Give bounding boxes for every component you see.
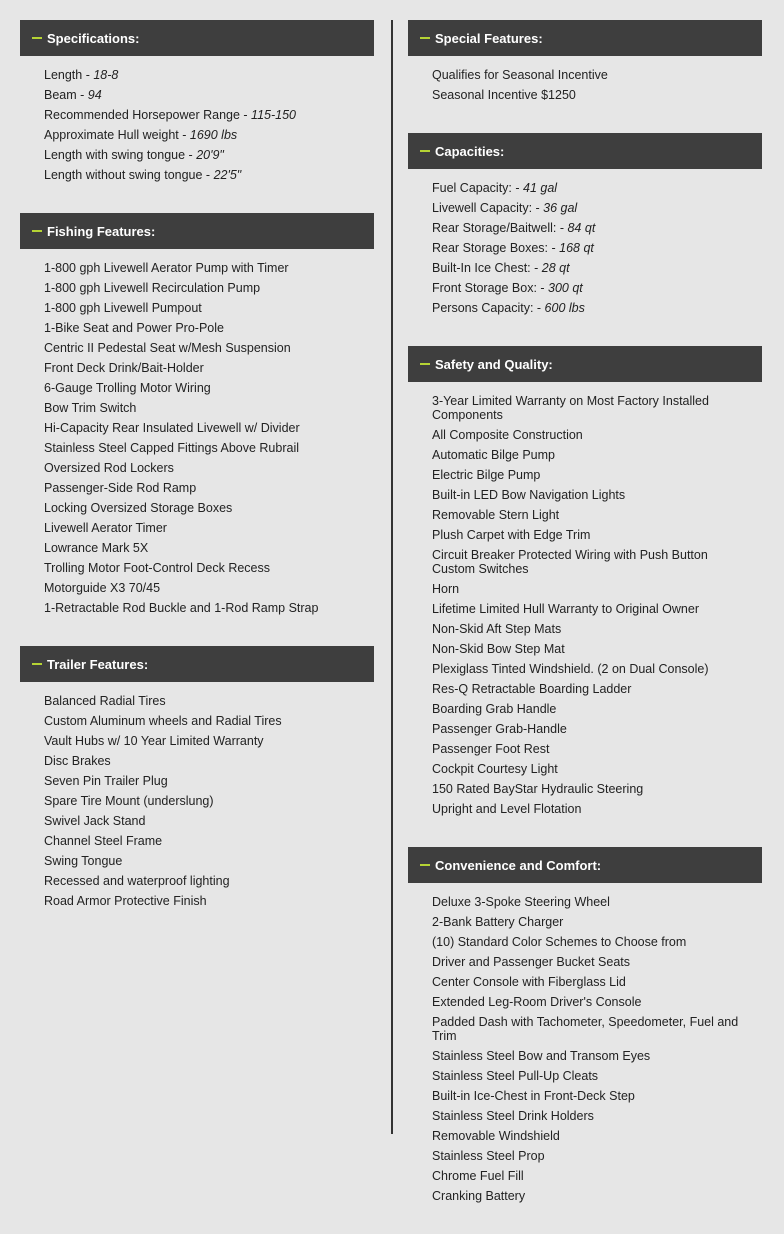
item-label: Chrome Fuel Fill xyxy=(432,1169,524,1183)
list-item xyxy=(432,1106,742,1126)
list-item xyxy=(44,105,354,125)
item-label: Oversized Rod Lockers xyxy=(44,461,174,475)
item-label: Recommended Horsepower Range - xyxy=(44,108,252,122)
item-label: Rear Storage Boxes: - xyxy=(432,241,560,255)
item-label: Stainless Steel Drink Holders xyxy=(432,1109,594,1123)
item-label: Front Deck Drink/Bait-Holder xyxy=(44,361,204,375)
item-label: Rear Storage/Baitwell: - xyxy=(432,221,568,235)
section-capacities xyxy=(408,133,762,318)
item-label: Removable Windshield xyxy=(432,1129,560,1143)
item-value: 600 lbs xyxy=(544,301,585,315)
item-label: Automatic Bilge Pump xyxy=(432,448,555,462)
list-item xyxy=(44,378,354,398)
list-item xyxy=(432,525,742,545)
list-item xyxy=(44,498,354,518)
list-item xyxy=(432,1012,742,1046)
left-column xyxy=(20,20,374,939)
list-item xyxy=(44,418,354,438)
item-label: Passenger Foot Rest xyxy=(432,742,550,756)
list-item xyxy=(44,771,354,791)
list-item xyxy=(44,831,354,851)
item-label: 2-Bank Battery Charger xyxy=(432,915,564,929)
list-item xyxy=(44,165,354,185)
list-item xyxy=(432,238,742,258)
item-label: Length with swing tongue - xyxy=(44,148,197,162)
list-item xyxy=(432,619,742,639)
section-header xyxy=(20,20,374,56)
list-item xyxy=(432,545,742,579)
feature-list xyxy=(408,382,762,819)
list-item xyxy=(432,699,742,719)
item-label: Stainless Steel Bow and Transom Eyes xyxy=(432,1049,651,1063)
item-label: Balanced Radial Tires xyxy=(44,694,166,708)
item-label: Built-In Ice Chest: - xyxy=(432,261,542,275)
list-item xyxy=(432,178,742,198)
item-label: Fuel Capacity: - xyxy=(432,181,524,195)
list-item xyxy=(432,1126,742,1146)
right-column xyxy=(408,20,762,1234)
section-header xyxy=(408,20,762,56)
dash-icon xyxy=(32,230,42,232)
list-item xyxy=(44,891,354,911)
item-label: Front Storage Box: - xyxy=(432,281,549,295)
list-item xyxy=(432,85,742,105)
list-item xyxy=(44,751,354,771)
section-special-features xyxy=(408,20,762,105)
item-value: 36 gal xyxy=(543,201,578,215)
dash-icon xyxy=(420,37,430,39)
feature-list xyxy=(20,682,374,911)
list-item xyxy=(44,318,354,338)
item-label: Approximate Hull weight - xyxy=(44,128,190,142)
list-item xyxy=(44,85,354,105)
item-label: 150 Rated BayStar Hydraulic Steering xyxy=(432,782,644,796)
list-item xyxy=(44,398,354,418)
item-label: 1-Retractable Rod Buckle and 1-Rod Ramp Strap xyxy=(44,601,319,615)
dash-icon xyxy=(32,663,42,665)
item-label: (10) Standard Color Schemes to Choose from xyxy=(432,935,687,949)
list-item xyxy=(44,851,354,871)
section-title: Convenience and Comfort: xyxy=(435,857,602,873)
list-item xyxy=(432,739,742,759)
item-label: Extended Leg-Room Driver's Console xyxy=(432,995,642,1009)
list-item xyxy=(44,731,354,751)
list-item xyxy=(44,298,354,318)
item-label: Disc Brakes xyxy=(44,754,111,768)
list-item xyxy=(432,932,742,952)
item-label: Trolling Motor Foot-Control Deck Recess xyxy=(44,561,270,575)
item-label: Electric Bilge Pump xyxy=(432,468,541,482)
item-label: Built-in Ice-Chest in Front-Deck Step xyxy=(432,1089,635,1103)
item-label: Length without swing tongue - xyxy=(44,168,214,182)
item-value: 115-150 xyxy=(251,108,296,122)
section-fishing-features xyxy=(20,213,374,618)
list-item xyxy=(432,445,742,465)
list-item xyxy=(44,258,354,278)
section-title: Safety and Quality: xyxy=(435,356,553,372)
item-value: 18-8 xyxy=(93,68,119,82)
item-label: Bow Trim Switch xyxy=(44,401,137,415)
list-item xyxy=(432,779,742,799)
list-item xyxy=(432,599,742,619)
item-label: Vault Hubs w/ 10 Year Limited Warranty xyxy=(44,734,264,748)
item-label: 1-800 gph Livewell Recirculation Pump xyxy=(44,281,261,295)
dash-icon xyxy=(420,363,430,365)
item-label: Upright and Level Flotation xyxy=(432,802,582,816)
item-label: Lifetime Limited Hull Warranty to Original Owner xyxy=(432,602,699,616)
section-header xyxy=(408,346,762,382)
list-item xyxy=(432,505,742,525)
list-item xyxy=(432,639,742,659)
dash-icon xyxy=(32,37,42,39)
item-label: Seasonal Incentive $1250 xyxy=(432,88,576,102)
item-label: Stainless Steel Capped Fittings Above Rubrail xyxy=(44,441,300,455)
list-item xyxy=(44,518,354,538)
item-value: 20'9" xyxy=(196,148,224,162)
list-item xyxy=(432,579,742,599)
list-item xyxy=(432,278,742,298)
section-safety-and-quality xyxy=(408,346,762,819)
list-item xyxy=(44,125,354,145)
item-label: Road Armor Protective Finish xyxy=(44,894,207,908)
item-label: Res-Q Retractable Boarding Ladder xyxy=(432,682,632,696)
section-title: Capacities: xyxy=(435,143,505,159)
item-label: Custom Aluminum wheels and Radial Tires xyxy=(44,714,282,728)
feature-list xyxy=(408,883,762,1206)
dash-icon xyxy=(420,864,430,866)
list-item xyxy=(44,711,354,731)
item-label: Livewell Capacity: - xyxy=(432,201,544,215)
item-label: Stainless Steel Prop xyxy=(432,1149,545,1163)
list-item xyxy=(44,558,354,578)
item-label: Horn xyxy=(432,582,460,596)
list-item xyxy=(44,598,354,618)
item-value: 300 qt xyxy=(548,281,583,295)
item-label: Non-Skid Bow Step Mat xyxy=(432,642,565,656)
list-item xyxy=(432,218,742,238)
item-label: Boarding Grab Handle xyxy=(432,702,557,716)
dash-icon xyxy=(420,150,430,152)
item-value: 84 qt xyxy=(567,221,596,235)
item-label: Plush Carpet with Edge Trim xyxy=(432,528,591,542)
item-label: Spare Tire Mount (underslung) xyxy=(44,794,214,808)
item-label: Lowrance Mark 5X xyxy=(44,541,149,555)
item-label: Livewell Aerator Timer xyxy=(44,521,167,535)
list-item xyxy=(44,578,354,598)
item-label: Removable Stern Light xyxy=(432,508,560,522)
list-item xyxy=(432,391,742,425)
item-label: Seven Pin Trailer Plug xyxy=(44,774,168,788)
item-label: Plexiglass Tinted Windshield. (2 on Dual Console) xyxy=(432,662,709,676)
item-label: Swing Tongue xyxy=(44,854,123,868)
feature-list xyxy=(20,249,374,618)
item-label: Qualifies for Seasonal Incentive xyxy=(432,68,608,82)
item-label: Center Console with Fiberglass Lid xyxy=(432,975,626,989)
list-item xyxy=(44,458,354,478)
section-title: Special Features: xyxy=(435,30,543,46)
item-value: 22'5" xyxy=(213,168,242,182)
list-item xyxy=(432,1146,742,1166)
list-item xyxy=(44,358,354,378)
list-item xyxy=(432,759,742,779)
list-item xyxy=(432,65,742,85)
item-label: 1-800 gph Livewell Aerator Pump with Timer xyxy=(44,261,289,275)
item-value: 94 xyxy=(87,88,102,102)
feature-list xyxy=(408,56,762,105)
list-item xyxy=(432,679,742,699)
list-item xyxy=(432,659,742,679)
item-label: Length - xyxy=(44,68,94,82)
list-item xyxy=(432,1066,742,1086)
item-label: Cranking Battery xyxy=(432,1189,526,1203)
feature-list xyxy=(408,169,762,318)
item-label: Persons Capacity: - xyxy=(432,301,545,315)
item-value: 28 qt xyxy=(541,261,570,275)
list-item xyxy=(44,338,354,358)
list-item xyxy=(432,425,742,445)
item-value: 168 qt xyxy=(559,241,594,255)
list-item xyxy=(432,992,742,1012)
item-label: Hi-Capacity Rear Insulated Livewell w/ Divider xyxy=(44,421,300,435)
item-label: Motorguide X3 70/45 xyxy=(44,581,161,595)
item-label: Passenger-Side Rod Ramp xyxy=(44,481,197,495)
item-label: 6-Gauge Trolling Motor Wiring xyxy=(44,381,211,395)
item-label: Built-in LED Bow Navigation Lights xyxy=(432,488,626,502)
item-label: All Composite Construction xyxy=(432,428,583,442)
list-item xyxy=(44,538,354,558)
list-item xyxy=(432,799,742,819)
section-title: Trailer Features: xyxy=(47,656,149,672)
section-header xyxy=(408,847,762,883)
list-item xyxy=(44,811,354,831)
list-item xyxy=(432,972,742,992)
item-label: Deluxe 3-Spoke Steering Wheel xyxy=(432,895,610,909)
list-item xyxy=(432,1166,742,1186)
list-item xyxy=(432,465,742,485)
item-label: 1-Bike Seat and Power Pro-Pole xyxy=(44,321,224,335)
item-label: Non-Skid Aft Step Mats xyxy=(432,622,562,636)
list-item xyxy=(44,791,354,811)
section-trailer-features xyxy=(20,646,374,911)
section-header xyxy=(408,133,762,169)
list-item xyxy=(44,145,354,165)
list-item xyxy=(432,485,742,505)
list-item xyxy=(432,258,742,278)
section-title: Fishing Features: xyxy=(47,223,156,239)
list-item xyxy=(432,298,742,318)
list-item xyxy=(44,871,354,891)
list-item xyxy=(432,912,742,932)
item-label: Passenger Grab-Handle xyxy=(432,722,567,736)
list-item xyxy=(432,1186,742,1206)
item-label: Padded Dash with Tachometer, Speedometer, Fuel and Trim xyxy=(432,1015,739,1043)
list-item xyxy=(44,691,354,711)
list-item xyxy=(432,1086,742,1106)
item-label: Driver and Passenger Bucket Seats xyxy=(432,955,631,969)
item-value: 41 gal xyxy=(523,181,558,195)
feature-list xyxy=(20,56,374,185)
list-item xyxy=(44,438,354,458)
section-header xyxy=(20,213,374,249)
list-item xyxy=(432,1046,742,1066)
item-value: 1690 lbs xyxy=(189,128,238,142)
item-label: Circuit Breaker Protected Wiring with Push Button Custom Switches xyxy=(432,548,708,576)
list-item xyxy=(44,478,354,498)
list-item xyxy=(432,719,742,739)
item-label: Locking Oversized Storage Boxes xyxy=(44,501,233,515)
item-label: Centric II Pedestal Seat w/Mesh Suspension xyxy=(44,341,291,355)
list-item xyxy=(432,952,742,972)
item-label: Channel Steel Frame xyxy=(44,834,163,848)
item-label: Stainless Steel Pull-Up Cleats xyxy=(432,1069,599,1083)
item-label: Recessed and waterproof lighting xyxy=(44,874,230,888)
list-item xyxy=(432,198,742,218)
item-label: 3-Year Limited Warranty on Most Factory Installed Components xyxy=(432,394,709,422)
item-label: 1-800 gph Livewell Pumpout xyxy=(44,301,202,315)
list-item xyxy=(44,65,354,85)
section-convenience-and-comfort xyxy=(408,847,762,1206)
item-label: Swivel Jack Stand xyxy=(44,814,146,828)
item-label: Beam - xyxy=(44,88,88,102)
list-item xyxy=(432,892,742,912)
item-label: Cockpit Courtesy Light xyxy=(432,762,558,776)
section-header xyxy=(20,646,374,682)
section-title: Specifications: xyxy=(47,30,140,46)
column-divider xyxy=(391,20,393,1134)
list-item xyxy=(44,278,354,298)
section-specifications xyxy=(20,20,374,185)
